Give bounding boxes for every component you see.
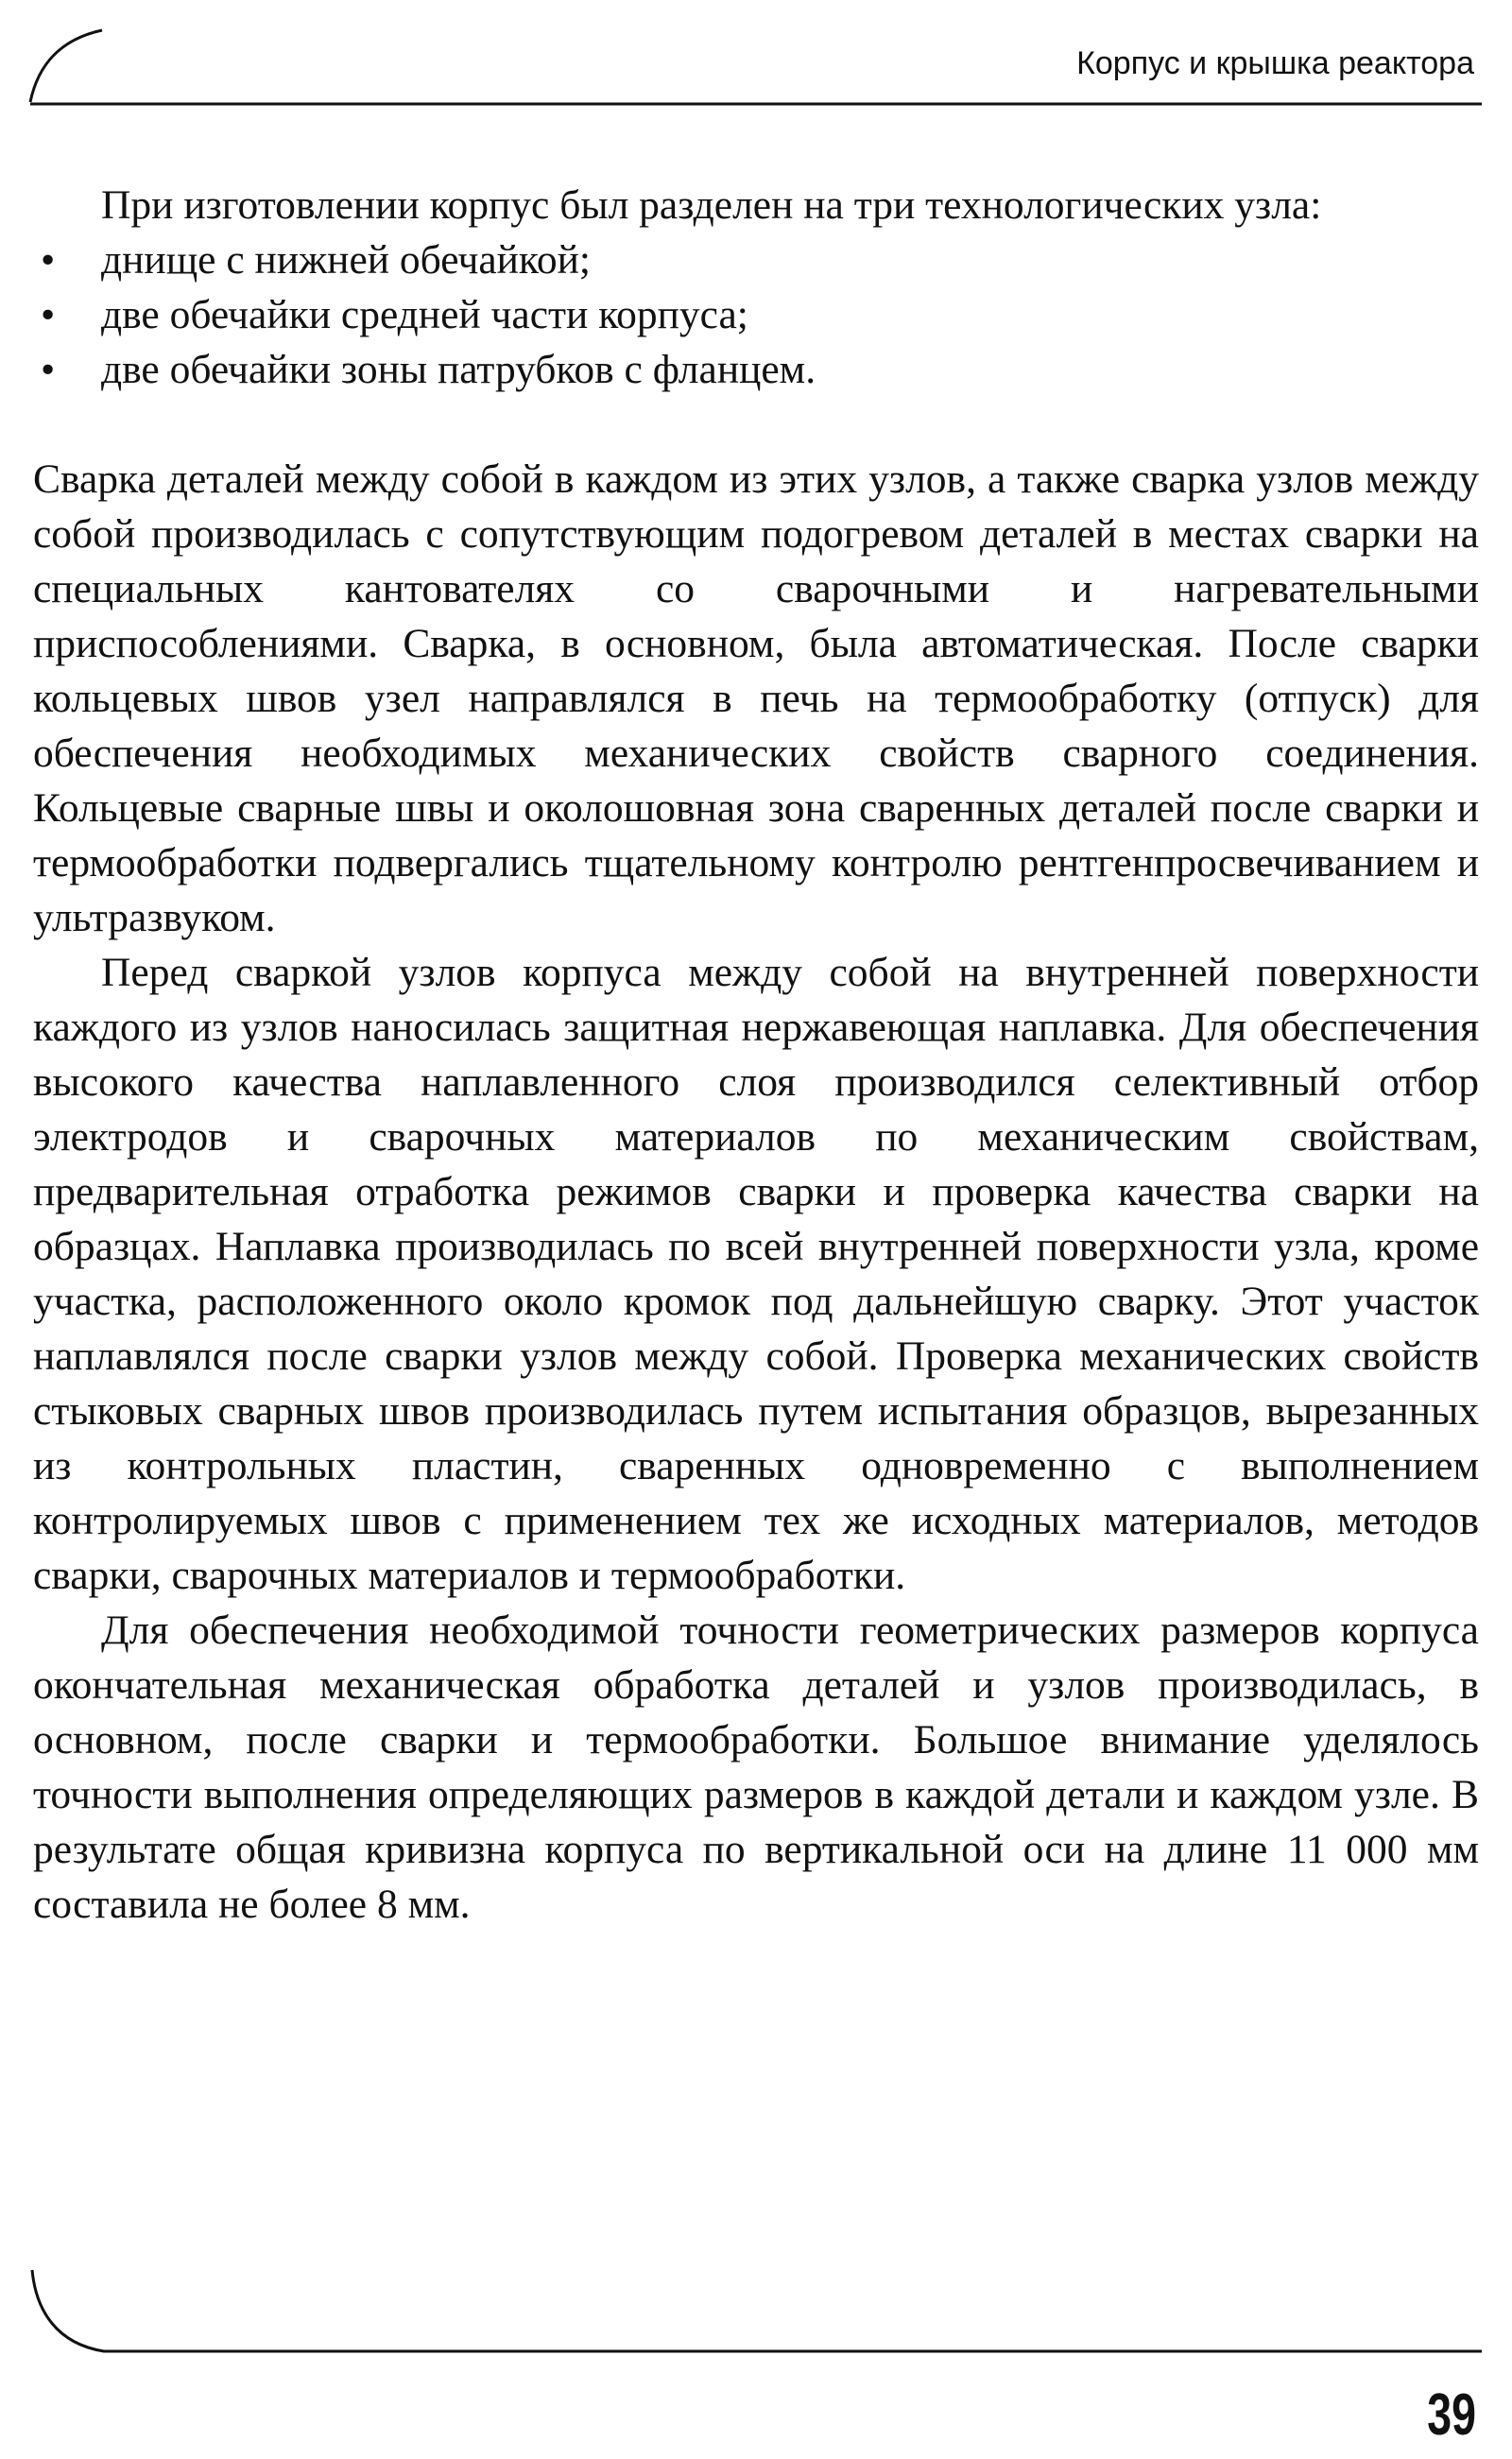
- page-body: [33, 178, 1479, 1932]
- paragraph-welding: Сварка деталей между собой в каждом из этих узлов, а также сварка узлов между собой производилась с сопутствующим подогревом деталей в местах сварки на специальных кантователях со сварочными и нагревательными приспособлениями. Сварка, в основном, была автоматическая. После сварки кольцевых швов узел направлялся в печь на термообработку (отпуск) для обеспечения необходимых механических свойств сварного соединения. Кольцевые сварные швы и околошовная зона сваренных деталей после сварки и термообработки подвергались тщательному контролю рентгенпросвечиванием и ультразвуком.: [33, 456, 1479, 940]
- paragraph-cladding: Перед сваркой узлов корпуса между собой на внутренней поверхности каждого из узлов наносилась защитная нержавеющая наплавка. Для обеспечения высокого качества наплавленного слоя производился селективный отбор электродов и сварочных материалов по механическим свойствам, предварительная отработка режимов сварки и проверка качества сварки на образцах. Наплавка производилась по всей внутренней поверхности узла, кроме участка, расположенного около кромок под дальнейшую сварку. Этот участок наплавлялся после сварки узлов между собой. Проверка механических свойств стыковых сварных швов производилась путем испытания образцов, вырезанных из контрольных пластин, сваренных одновременно с выполнением контролируемых швов с применением тех же исходных материалов, методов сварки, сварочных материалов и термообработки.: [33, 950, 1479, 1598]
- paragraph-machining: Для обеспечения необходимой точности геометрических размеров корпуса окончательная механическая обработка деталей и узлов производилась, в основном, после сварки и термообработки. Большое внимание уделялось точности выполнения определяющих размеров в каждой детали и каждом узле. В результате общая кривизна корпуса по вертикальной оси на длине 11 000 мм составила не более 8 мм.: [33, 1608, 1479, 1927]
- list-item: • две обечайки средней части корпуса;: [33, 287, 1479, 342]
- list-item: • две обечайки зоны патрубков с фланцем.: [33, 342, 1479, 397]
- header-rule: [30, 30, 102, 102]
- list-item: • днище с нижней обечайкой;: [33, 232, 1479, 287]
- intro-paragraph: При изготовлении корпус был разделен на три технологических узла:: [101, 182, 1322, 228]
- running-header-title: Корпус и крышка реактора: [1076, 45, 1474, 81]
- page-number: 39: [1427, 2382, 1476, 2448]
- bullet-list: [33, 232, 1479, 397]
- footer-rule: [32, 2270, 1482, 2351]
